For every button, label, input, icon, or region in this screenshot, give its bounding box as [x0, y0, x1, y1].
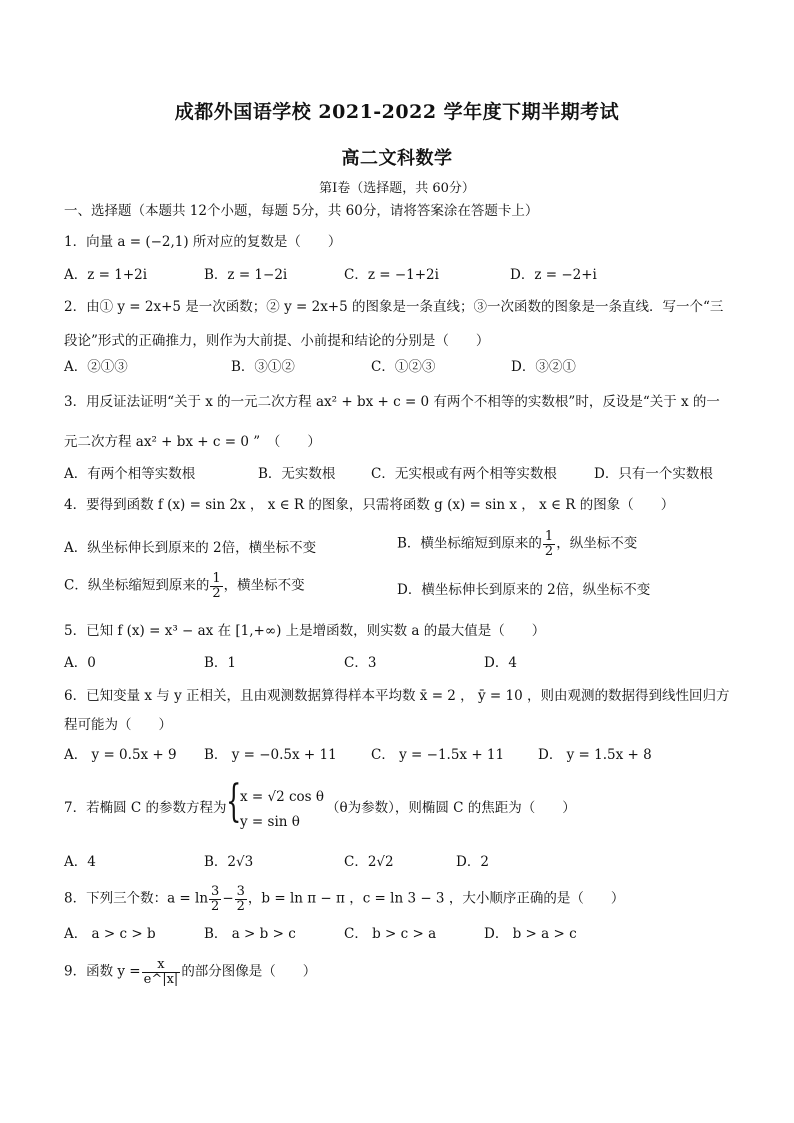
- fraction-denominator: 2: [544, 543, 554, 559]
- q2-option-a: A．②①③: [64, 359, 128, 375]
- fraction-numerator: 3: [211, 884, 220, 899]
- q6-option-b: B． y = −0.5x + 11: [204, 747, 337, 763]
- q8-option-b: B． a > b > c: [204, 926, 296, 942]
- question-1-stem: 1．向量 a = (−2,1) 所对应的复数是（ ）: [64, 234, 342, 250]
- question-3-line-2: 元二次方程 ax² + bx + c = 0 ” （ ）: [64, 434, 321, 450]
- q8-prefix: 8．下列三个数：a = ln: [64, 890, 209, 907]
- minus-sign: −: [222, 890, 234, 907]
- q4-option-c-prefix: C．纵坐标缩短到原来的: [64, 577, 210, 594]
- fraction: [142, 958, 181, 986]
- q6-option-d: D． y = 1.5x + 8: [538, 747, 652, 763]
- exam-title: 成都外国语学校 2021-2022 学年度下期半期考试: [174, 101, 620, 123]
- q4-option-b: [397, 530, 637, 558]
- fraction-numerator: x: [142, 958, 181, 973]
- q6-option-c: C． y = −1.5x + 11: [371, 747, 505, 763]
- q7-option-c: C．2√2: [344, 854, 394, 870]
- question-7-prefix: 7．若椭圆 C 的参数方程为: [64, 800, 227, 816]
- fraction-denominator: 2: [212, 585, 221, 601]
- q3-option-c: C．无实根或有两个相等实数根: [371, 466, 557, 482]
- q7-equation-y: y = sin θ: [240, 814, 300, 830]
- fraction-numerator: 1: [212, 571, 221, 586]
- q4-option-d: D．横坐标伸长到原来的 2倍，纵坐标不变: [397, 582, 651, 598]
- q4-option-b-prefix: B．横坐标缩短到原来的: [397, 535, 542, 552]
- fraction-denominator: e^|x|: [143, 971, 179, 987]
- q8-option-d: D． b > a > c: [484, 926, 577, 942]
- q4-option-a: A．纵坐标伸长到原来的 2倍，横坐标不变: [64, 540, 317, 556]
- q5-option-d: D．4: [484, 655, 517, 671]
- question-6-line-2: 程可能为（ ）: [64, 717, 172, 733]
- q8-option-a: A． a > c > b: [64, 926, 156, 942]
- q8-option-c: C． b > c > a: [344, 926, 437, 942]
- section-heading: 第Ⅰ卷（选择题，共 60分）: [319, 181, 475, 196]
- q1-option-d: D．z = −2+i: [510, 267, 597, 283]
- question-2-line-1: 2．由① y = 2x+5 是一次函数；② y = 2x+5 的图象是一条直线；③一次函数的图象是一条直线．写一个“三: [64, 299, 724, 315]
- part-heading: 一、选择题（本题共 12个小题，每题 5分，共 60分，请将答案涂在答题卡上）: [64, 203, 539, 219]
- q9-prefix: 9．函数 y =: [64, 963, 141, 980]
- q5-option-c: C．3: [344, 655, 377, 671]
- q4-option-c-suffix: ，横坐标不变: [223, 577, 305, 594]
- q2-option-c: C．①②③: [371, 359, 436, 375]
- fraction: [235, 885, 247, 913]
- question-2-line-2: 段论”形式的正确推力，则作为大前提、小前提和结论的分别是（ ）: [64, 333, 490, 349]
- q3-option-b: B．无实数根: [258, 466, 336, 482]
- question-4-stem: 4．要得到函数 f (x) = sin 2x ， x ∈ R 的图象，只需将函数 g (x) = sin x ， x ∈ R 的图象（ ）: [64, 497, 675, 513]
- fraction-denominator: 2: [236, 898, 245, 914]
- q3-option-d: D．只有一个实数根: [594, 466, 713, 482]
- q7-option-a: A．4: [64, 854, 96, 870]
- fraction-numerator: 1: [544, 529, 554, 544]
- question-9-stem: [64, 958, 316, 986]
- q5-option-b: B．1: [204, 655, 237, 671]
- q2-option-b: B．③①②: [231, 359, 295, 375]
- q5-option-a: A．0: [64, 655, 96, 671]
- left-brace-icon: {: [226, 776, 242, 827]
- q3-option-a: A．有两个相等实数根: [64, 466, 196, 482]
- question-8-stem: [64, 885, 624, 913]
- q1-option-c: C．z = −1+2i: [344, 267, 439, 283]
- question-3-line-1: 3．用反证法证明“关于 x 的一元二次方程 ax² + bx + c = 0 有两个不相等的实数根”时，反设是“关于 x 的一: [64, 394, 720, 410]
- q9-suffix: 的部分图像是（ ）: [181, 963, 317, 980]
- q4-option-c: [64, 572, 305, 600]
- q7-option-b: B．2√3: [204, 854, 254, 870]
- fraction: [543, 530, 555, 558]
- q1-option-b: B．z = 1−2i: [204, 267, 288, 283]
- q4-option-b-suffix: ，纵坐标不变: [556, 535, 638, 552]
- question-5-stem: 5．已知 f (x) = x³ − ax 在 [1,+∞) 上是增函数，则实数 a 的最大值是（ ）: [64, 623, 546, 639]
- q1-option-a: A．z = 1+2i: [64, 267, 148, 283]
- fraction-numerator: 3: [236, 884, 245, 899]
- q6-option-a: A． y = 0.5x + 9: [64, 747, 177, 763]
- question-6-line-1: 6．已知变量 x 与 y 正相关，且由观测数据算得样本平均数 x̄ = 2 ， ȳ = 10 ，则由观测的数据得到线性回归方: [64, 688, 730, 704]
- q7-option-d: D．2: [456, 854, 489, 870]
- q2-option-d: D．③②①: [511, 359, 576, 375]
- fraction-denominator: 2: [211, 898, 220, 914]
- fraction: [210, 572, 222, 600]
- exam-subtitle: 高二文科数学: [341, 148, 453, 169]
- q7-equation-x: x = √2 cos θ: [240, 789, 325, 805]
- fraction: [209, 885, 221, 913]
- q8-suffix: ，b = ln π − π ，c = ln 3 − 3 ，大小顺序正确的是（ ）: [247, 890, 625, 907]
- question-7-suffix: （θ为参数），则椭圆 C 的焦距为（ ）: [326, 800, 576, 816]
